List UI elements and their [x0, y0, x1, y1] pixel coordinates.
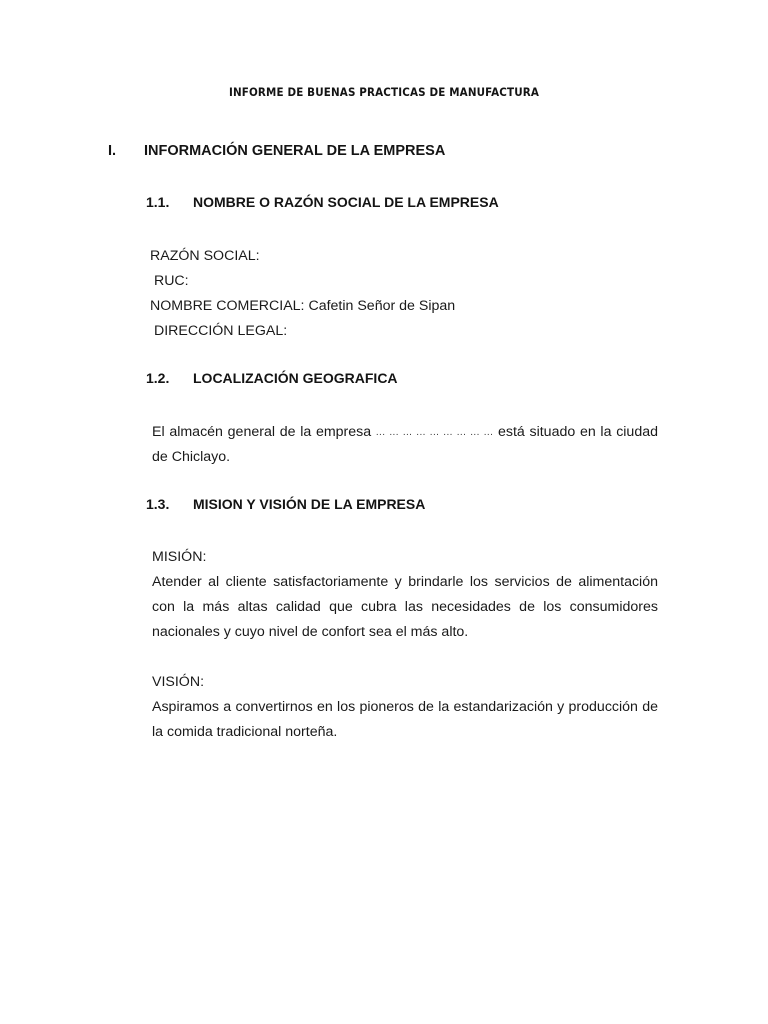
heading-section-1-1 [146, 194, 499, 210]
heading-section-1-2 [146, 370, 398, 386]
heading-section-1-3 [146, 496, 425, 512]
heading-section-1-3-label: MISION Y VISIÓN DE LA EMPRESA [193, 496, 426, 512]
heading-section-1-label: INFORMACIÓN GENERAL DE LA EMPRESA [144, 143, 446, 159]
mision-label: MISIÓN: [152, 549, 207, 565]
paragraph-mision: Atender al cliente satisfactoriamente y brindarle los servicios de alimentación con la más altas calidad que cubra las necesidades de los consumidores nacionales y cuyo nivel de confort sea el más alto. [152, 574, 658, 640]
ellipsis-blank-field: ... ... ... ... ... ... ... ... ... [375, 427, 494, 438]
vision-label: VISIÓN: [152, 674, 205, 690]
company-info-fields: RAZÓN SOCIAL: RUC: NOMBRE COMERCIAL: Cafetin Señor de Sipan DIRECCIÓN LEGAL: [150, 248, 456, 339]
heading-section-1-3-number: 1.3. [146, 496, 170, 512]
heading-section-1-1-number: 1.1. [146, 194, 170, 210]
localizacion-text-after: está situado en la ciudad de Chiclayo. [152, 424, 658, 465]
heading-section-1 [108, 143, 445, 159]
heading-section-1-2-label: LOCALIZACIÓN GEOGRAFICA [193, 370, 398, 386]
heading-section-1-2-number: 1.2. [146, 370, 170, 386]
heading-section-1-number: I. [108, 143, 117, 159]
paragraph-localizacion [152, 420, 658, 470]
document-title: INFORME DE BUENAS PRACTICAS DE MANUFACTURA [228, 85, 540, 99]
localizacion-text-before: El almacén general de la empresa [152, 424, 376, 440]
heading-section-1-1-label: NOMBRE O RAZÓN SOCIAL DE LA EMPRESA [193, 194, 499, 210]
paragraph-vision: Aspiramos a convertirnos en los pioneros de la estandarización y producción de la comida tradicional norteña. [152, 699, 658, 740]
